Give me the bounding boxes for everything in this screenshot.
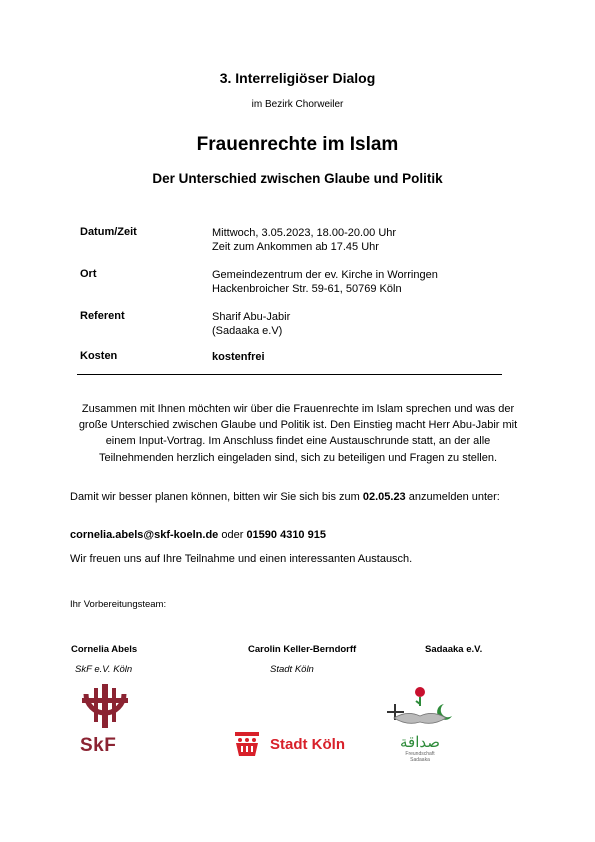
skf-logo-text: SkF [80,735,117,756]
detail-label-location: Ort [80,268,97,280]
detail-value-speaker [212,310,290,338]
intro-paragraph: Zusammen mit Ihnen möchten wir über die Frauenrechte im Islam sprechen und was der große Unterschied zwischen Glaube und Politik ist. Den Einstieg macht Herr Abu-Jabir mit einem Input-Vortrag. Im Anschluss findet eine Austauschrunde statt, an der alle Teilnehmenden herzlich eingeladen sind, sich zu beteiligen und Fragen zu stellen. [78,403,518,464]
contact-or: oder [221,529,244,541]
sadaaka-arabic-text: صداقة [400,734,440,751]
stadt-koeln-logo [232,732,357,760]
detail-value-location [212,268,438,296]
detail-label-speaker: Referent [80,310,125,322]
registration-date: 02.05.23 [362,491,406,503]
signature-org-stadt: Stadt Köln [270,664,314,675]
detail-line: (Sadaaka e.V) [212,325,283,337]
detail-value-date [212,226,396,254]
thanks-paragraph: Wir freuen uns auf Ihre Teilnahme und einen interessanten Austausch. [70,553,413,565]
cologne-crest-icon [232,732,262,758]
registration-paragraph [70,489,526,505]
signature-org-skf: SkF e.V. Köln [75,664,133,675]
page-title: Frauenrechte im Islam [196,134,399,155]
team-label: Ihr Vorbereitungsteam: [70,599,167,610]
sadaaka-logo [382,684,458,764]
detail-value-cost: kostenfrei [212,351,265,363]
page-subtitle: Der Unterschied zwischen Glaube und Politik [152,171,443,186]
sadaaka-emblem-icon [382,684,458,730]
divider [77,374,502,375]
detail-label-date: Datum/Zeit [80,226,137,238]
detail-line: Gemeindezentrum der ev. Kirche in Worringen [212,269,438,281]
signature-name-sadaaka: Sadaaka e.V. [425,644,483,655]
signature-name-keller: Carolin Keller-Berndorff [248,644,357,655]
skf-logo [80,684,130,764]
registration-suffix: anzumelden unter: [408,491,500,503]
detail-line: Zeit zum Ankommen ab 17.45 Uhr [212,241,379,253]
detail-line: Sharif Abu-Jabir [212,311,291,323]
detail-label-cost: Kosten [80,350,118,362]
detail-line: Mittwoch, 3.05.2023, 18.00-20.00 Uhr [212,227,397,239]
stadt-koeln-text: Stadt Köln [270,736,345,753]
detail-line: Hackenbroicher Str. 59-61, 50769 Köln [212,283,402,295]
registration-prefix: Damit wir besser planen können, bitten wir Sie sich bis zum [70,491,360,503]
signature-name-abels: Cornelia Abels [71,644,138,655]
phone-number[interactable]: 01590 4310 915 [246,529,326,541]
sadaaka-caption-2: Sadaaka [410,757,430,763]
sadaaka-caption-1: Freundschaft [405,751,435,757]
event-series: 3. Interreligiöser Dialog [219,70,376,86]
event-district: im Bezirk Chorweiler [251,99,344,110]
skf-emblem-icon [80,684,130,728]
contact-line [70,529,326,541]
email-link[interactable]: cornelia.abels@skf-koeln.de [70,529,219,541]
